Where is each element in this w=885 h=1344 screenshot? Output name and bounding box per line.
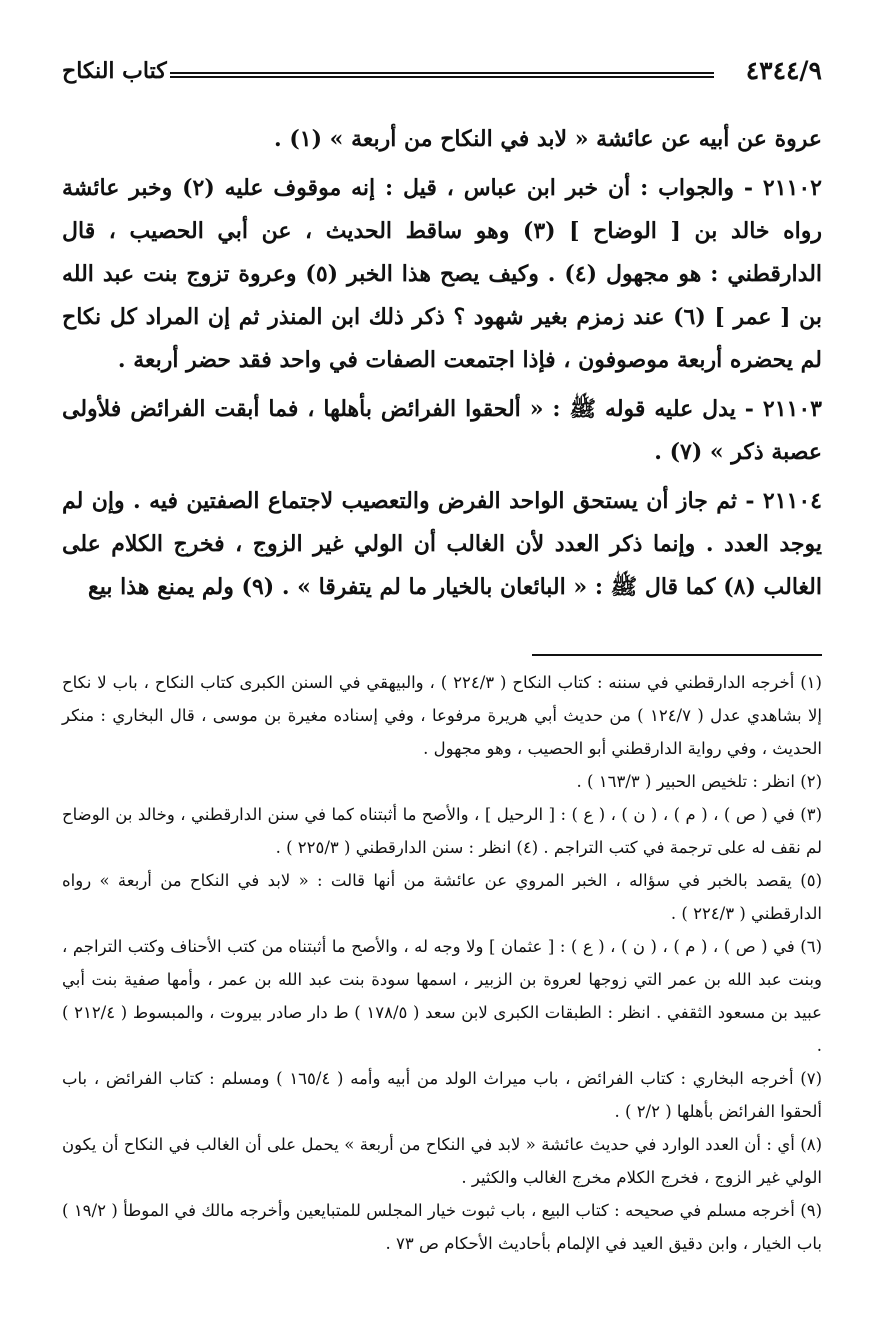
header-rule	[170, 72, 714, 78]
footnote: (٨) أي : أن العدد الوارد في حديث عائشة « لابد في النكاح من أربعة » يحمل على أن الغالب في النكاح أن يكون الولي غير الزوج ، فخرج الكلام مخرج الغالب والكثير .	[62, 1135, 822, 1187]
paragraph: عروة عن أبيه عن عائشة « لابد في النكاح من أربعة » (١) .	[274, 126, 822, 152]
book-title: كتاب النكاح	[62, 58, 167, 84]
footnotes	[62, 666, 822, 1260]
page-number: ٤٣٤٤/٩	[745, 56, 822, 85]
footnote: (٧) أخرجه البخاري : كتاب الفرائض ، باب ميراث الولد من أبيه وأمه ( ١٦٥/٤ ) ومسلم : كتاب الفرائض ، باب ألحقوا الفرائض بأهلها ( ٢/٢ ) .	[62, 1069, 822, 1121]
footnote: (٣) في ( ص ) ، ( م ) ، ( ن ) ، ( ع ) : [ الرحيل ] ، والأصح ما أثبتناه كما في سنن الدارقطني ، وخالد بن الوضاح لم نقف له على ترجمة في كتب التراجم . (٤) انظر : سنن الدارقطني ( ٢٢٥/٣ ) .	[62, 805, 822, 857]
footnote-divider	[532, 654, 822, 656]
paragraph: ٢١١٠٤ - ثم جاز أن يستحق الواحد الفرض والتعصيب لاجتماع الصفتين فيه . وإن لم يوجد العدد . وإنما ذكر العدد لأن الغالب أن الولي غير الزوج ، فخرج الكلام على الغالب (٨) كما قال ﷺ : « البائعان بالخيار ما لم يتفرقا » . (٩) ولم يمنع هذا بيع	[62, 488, 822, 600]
footnote: (٥) يقصد بالخبر في سؤاله ، الخبر المروي عن عائشة من أنها قالت : « لابد في النكاح من أربعة » رواه الدارقطني ( ٢٢٤/٣ ) .	[62, 871, 822, 923]
paragraph: ٢١١٠٣ - يدل عليه قوله ﷺ : « ألحقوا الفرائض بأهلها ، فما أبقت الفرائض فلأولى عصبة ذكر » (٧) .	[62, 396, 822, 465]
footnote: (٦) في ( ص ) ، ( م ) ، ( ن ) ، ( ع ) : [ عثمان ] ولا وجه له ، والأصح ما أثبتناه من كتب الأحناف وكتب التراجم ، وبنت عبد الله بن عمر التي زوجها لعروة بن الزبير ، اسمها سودة بنت عبد الله بن عمر ، وأمها صفية بنت أبي عبيد بن مسعود الثقفي . انظر : الطبقات الكبرى لابن سعد ( ١٧٨/٥ ) ط دار صادر بيروت ، والمبسوط ( ٢١٢/٤ ) .	[62, 937, 822, 1055]
book-page	[62, 38, 822, 1278]
footnote: (١) أخرجه الدارقطني في سننه : كتاب النكاح ( ٢٢٤/٣ ) ، والبيهقي في السنن الكبرى كتاب النكاح ، باب لا نكاح إلا بشاهدي عدل ( ١٢٤/٧ ) من حديث أبي هريرة مرفوعا ، وفي إسناده مغيرة بن موسى ، قال البخاري : منكر الحديث ، وفي رواية الدارقطني أبو الحصيب ، وهو مجهول .	[62, 673, 822, 758]
page-header	[62, 56, 822, 96]
footnote: (٩) أخرجه مسلم في صحيحه : كتاب البيع ، باب ثبوت خيار المجلس للمتبايعين وأخرجه مالك في الموطأ ( ١٩/٢ ) باب الخيار ، وابن دقيق العيد في الإلمام بأحاديث الأحكام ص ٧٣ .	[62, 1201, 823, 1253]
paragraph: ٢١١٠٢ - والجواب : أن خبر ابن عباس ، قيل : إنه موقوف عليه (٢) وخبر عائشة رواه خالد بن [ الوضاح ] (٣) وهو ساقط الحديث ، عن أبي الحصيب ، قال الدارقطني : هو مجهول (٤) . وكيف يصح هذا الخبر (٥) وعروة تزوج بنت عبد الله بن [ عمر ] (٦) عند زمزم بغير شهود ؟ ذكر ذلك ابن المنذر ثم إن المراد كل نكاح لم يحضره أربعة موصوفون ، فإذا اجتمعت الصفات في واحد فقد حضر أربعة .	[62, 175, 823, 373]
footnote: (٢) انظر : تلخيص الحبير ( ١٦٣/٣ ) .	[576, 772, 822, 791]
main-text	[62, 118, 822, 615]
